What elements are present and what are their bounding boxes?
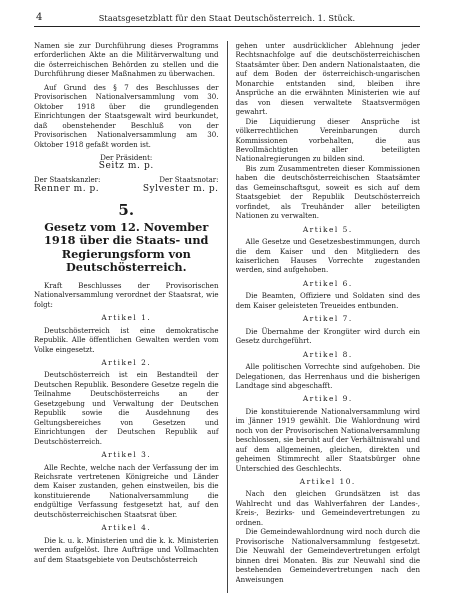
page-number: 4 xyxy=(36,12,43,23)
law-number: 5. xyxy=(118,200,135,219)
chancellor-label: Der Staatskanzler: xyxy=(34,175,101,184)
article-1-text: Deutschösterreich ist eine demokratische Republik. Alle öffentlichen Gewalten werden vom Volke eingesetzt. xyxy=(34,325,219,354)
article-1-heading: Artikel 1. xyxy=(101,313,152,323)
notary-label: Der Staatsnotar: xyxy=(159,175,219,184)
running-header xyxy=(34,12,420,27)
officials-signatures xyxy=(34,185,219,194)
column-divider xyxy=(227,41,228,593)
article-4-heading: Artikel 4. xyxy=(101,523,152,533)
article-9-heading: Artikel 9. xyxy=(302,394,353,404)
continued-paragraph: Namen sie zur Durchführung dieses Programms erforderlichen Akte an die Militärverwaltung und die österreichischen Behörden zu stellen und die Durchführung dieser Maßnahmen zu überwachen. xyxy=(34,41,219,79)
two-column-body xyxy=(34,41,420,601)
article-8-heading: Artikel 8. xyxy=(302,349,353,359)
article-3-heading: Artikel 3. xyxy=(101,450,152,460)
notary-signature: Sylvester m. p. xyxy=(142,184,219,195)
certification-paragraph: Auf Grund des § 7 des Beschlusses der Provisorischen Nationalversammlung vom 30. Oktober 1918 über die grundlegenden Einrichtungen der Staatsgewalt wird beurkundet, daß obenstehender Beschluß von der Provisorischen Nationalversammlung am 30. Oktober 1918 gefaßt worden ist. xyxy=(34,82,219,149)
article-7-heading: Artikel 7. xyxy=(302,314,353,324)
article-6-text: Die Beamten, Offiziere und Soldaten sind des dem Kaiser geleisteten Treueides entbunden. xyxy=(235,291,421,310)
president-label: Der Präsident: xyxy=(100,152,153,162)
article-3-text: Alle Rechte, welche nach der Verfassung der im Reichsrate vertretenen Königreiche und Länder dem Kaiser zustanden, gehen einstweilen, bis die konstituierende Nationalversammlung die endgültige Verfassung festgesetzt hat, auf den deutschösterreichischen Staatsrat über. xyxy=(34,462,219,519)
article-4-text: Die k. u. k. Ministerien und die k. k. Ministerien werden aufgelöst. Ihre Aufträge und Vollmachten auf dem Staatsgebiete von Deutschösterreich xyxy=(34,535,219,564)
article-5-heading: Artikel 5. xyxy=(302,224,353,234)
running-title: Staatsgesetzblatt für den Staat Deutschösterreich. 1. Stück. xyxy=(98,13,356,23)
article-6-heading: Artikel 6. xyxy=(302,278,353,288)
article-10-heading: Artikel 10. xyxy=(299,477,356,487)
article-10-text-2: Die Gemeindewahlordnung wird noch durch die Provisorische Nationalversammlung festgesetzt. Die Neuwahl der Gemeindevertretungen erfolgt binnen drei Monaten. Bis zur Neuwahl sind die bestehenden Gemeindevertretungen nach den Anweisungen xyxy=(235,527,421,584)
right-column xyxy=(236,41,421,601)
left-column xyxy=(34,41,219,601)
preamble: Kraft Beschlusses der Provisorischen Nationalversammlung verordnet der Staatsrat, wie folgt: xyxy=(34,280,219,309)
chancellor-signature: Renner m. p. xyxy=(34,184,100,195)
article-2-heading: Artikel 2. xyxy=(101,357,152,367)
article-8-text: Alle politischen Vorrechte sind aufgehoben. Die Delegationen, das Herrenhaus und die bisherigen Landtage sind abgeschafft. xyxy=(235,362,421,390)
article-10-text: Nach den gleichen Grundsätzen ist das Wahlrecht und das Wahlverfahren der Landes-, Kreis-, Bezirks- und Gemeindevertretungen zu ordnen. xyxy=(235,489,421,527)
trustee-paragraph: Bis zum Zusammentreten dieser Kommissionen haben die deutschösterreichischen Staatsämter das Gemeinschaftsgut, soweit es sich auf dem Staatsgebiet der Republik Deutschösterreich vorfindet, als Treuhänder aller beteiligten Nationen zu verwalten. xyxy=(235,163,421,221)
article-9-text: Die konstituierende Nationalversammlung wird im Jänner 1919 gewählt. Die Wahlordnung wird noch von der Provisorischen Nationalversammlung beschlossen, sie beruht auf der Verhältniswahl und auf dem allgemeinen, gleichen, direkten und geheimen Stimmrecht aller Staatsbürger ohne Unterschied des Geschlechts. xyxy=(235,406,421,473)
article-2-text: Deutschösterreich ist ein Bestandteil der Deutschen Republik. Besondere Gesetze regeln die Teilnahme Deutschösterreichs an der Gesetzgebung und Verwaltung der Deutschen Republik sowie die Ausdehnung des Geltungsbereiches von Gesetzen und Einrichtungen der Deutschen Republik auf Deutschösterreich. xyxy=(34,370,219,446)
president-signature: Seitz m. p. xyxy=(98,161,154,172)
law-title: Gesetz vom 12. November 1918 über die Staats- und Regierungsform von Deutschösterreich. xyxy=(44,219,209,275)
liquidation-paragraph: Die Liquidierung dieser Ansprüche ist völkerrechtlichen Vereinbarungen durch Kommissionen vorbehalten, die aus Bevollmächtigten aller beteiligten Nationalregierungen zu bilden sind. xyxy=(235,116,421,164)
article-7-text: Die Übernahme der Krongüter wird durch ein Gesetz durchgeführt. xyxy=(235,326,421,346)
article-4-continuation: gehen unter ausdrücklicher Ablehnung jeder Rechtsnachfolge auf die deutschösterreichischen Staatsämter über. Den andern Nationalstaaten, die auf dem Boden der österreichisch-ungarischen Monarchie entstanden sind, bleiben ihre Ansprüche an die erwähnten Ministerien wie auf das von diesen verwaltete Staatsvermögen gewahrt. xyxy=(235,41,421,117)
article-5-text: Alle Gesetze und Gesetzesbestimmungen, durch die dem Kaiser und den Mitgliedern des kaiserlichen Hauses Vorrechte zugestanden werden, sind aufgehoben. xyxy=(235,237,421,275)
